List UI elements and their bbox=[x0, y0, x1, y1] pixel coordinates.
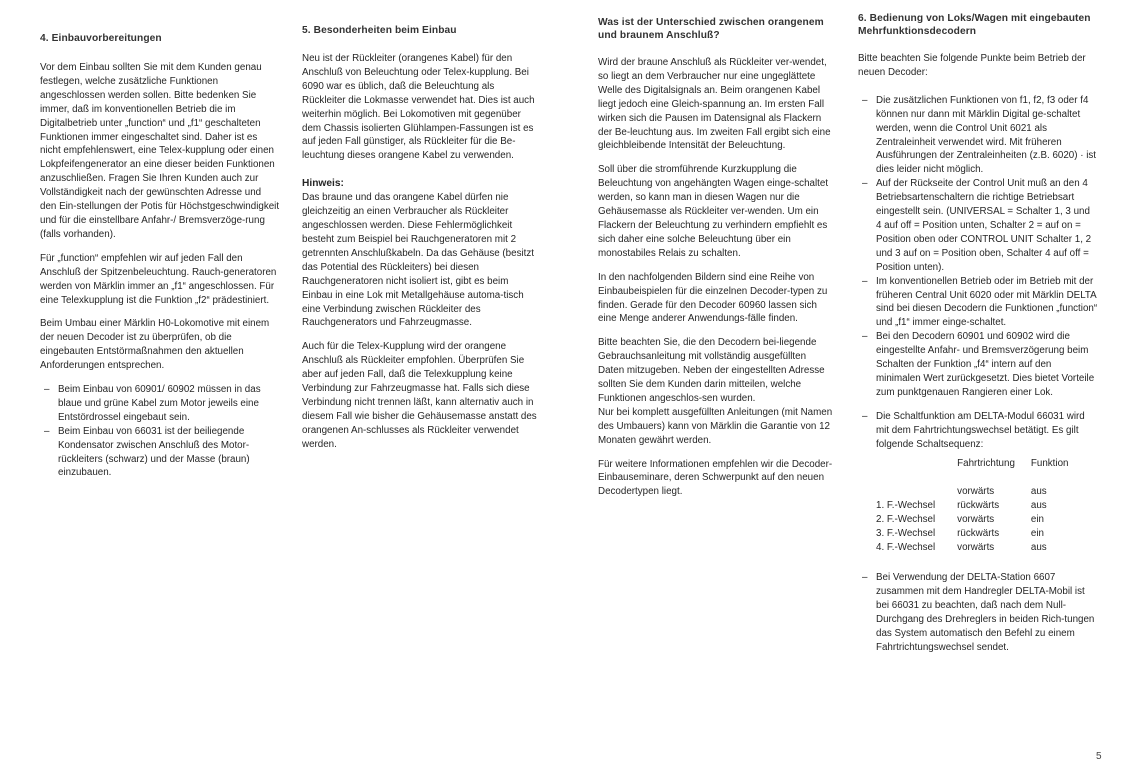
operation-list bbox=[858, 94, 1098, 400]
column-einbauvorbereitungen bbox=[40, 32, 280, 490]
operation-list-2 bbox=[858, 410, 1098, 452]
hint-heading: Hinweis: bbox=[302, 178, 344, 190]
table-cell: vorwärts bbox=[957, 514, 995, 526]
column-besonderheiten bbox=[302, 24, 538, 462]
table-cell: 2. F.-Wechsel bbox=[876, 514, 936, 526]
note-list bbox=[40, 383, 280, 480]
list-item: – Die Schaltfunktion am DELTA-Modul 66031 wird mit dem Fahrtrichtungswechsel betätigt. Es gilt folgende Schaltsequenz: bbox=[858, 410, 1098, 452]
list-item: – Bei den Decodern 60901 und 60902 wird die eingestellte Anfahr- und Bremsverzögerung beim Schalten der Funktion „f4“ intern auf den minimalen Wert zurückgesetzt. Dies bietet Vorteile zum punktgenauen Rangieren einer Lok. bbox=[858, 330, 1098, 400]
table-cell: rückwärts bbox=[957, 500, 1000, 512]
list-item: – Beim Einbau von 60901/ 60902 müssen in das blaue und grüne Kabel zum Motor jeweils eine Entstördrossel eingebaut sein. bbox=[40, 383, 280, 425]
table-cell bbox=[876, 485, 949, 499]
column-bedienung bbox=[858, 12, 1098, 665]
table-header-row bbox=[876, 457, 1076, 485]
table-cell: rückwärts bbox=[957, 528, 1000, 540]
paragraph: Vor dem Einbau sollten Sie mit dem Kunden genau festlegen, welche zusätzliche Funktionen angeschlossen werden sollen. Bitte bedenken Sie immer, daß im konventionellen Betrieb die im Digitalbetrieb unter „function“ und „f1“ geschalteten Funktionen immer eingeschaltet sind. Daher ist es nicht empfehlenswert, eine Telex-kupplung oder einen Lokpfeifengenerator an eine dieser beiden Funktionen anzuschließen. Fragen Sie Ihren Kunden auch zur Vollständigkeit nach der gewünschten Adresse und den Ein-stellungen der Potis für Höchstgeschwindigkeit und für die einstellbare Anfahr-/ Bremsverzöge-rung (falls vorhanden). bbox=[40, 62, 280, 240]
paragraph: Wird der braune Anschluß als Rückleiter ver-wendet, so liegt an dem Verbraucher nur eine ungeglättete Welle des Digitalsignals an. Beim orangenen Kabel liegt jedoch eine Gleich-spannung an. Im ersten Fall wirken sich die Pausen im Datensignal als Flackern der Be-leuchtung aus. Im zweiten Fall ergibt sich eine gleichbleibende Intensität der Beleuchtung. bbox=[598, 57, 831, 152]
paragraph: Das braune und das orangene Kabel dürfen nie gleichzeitig an einen Verbraucher als Rückleiter angeschlossen werden. Diese Fehlermöglichkeit besteht zum Beispiel bei Rauchgeneratoren mit 2 getrennten Anschlußkabeln. Da das Gehäuse (besitzt das Potential des Rückleiters) bei diesen Rauchgeneratoren nicht isoliert ist, gibt es beim Einbau in eine Lok mit Metallgehäuse automa-tisch eine Verbindung zwischen Rückleiter des Rauchgenerators und Fahrzeugmasse. bbox=[302, 192, 535, 329]
table-cell: vorwärts bbox=[957, 542, 995, 554]
paragraph: Für „function“ empfehlen wir auf jeden Fall den Anschluß der Spitzenbeleuchtung. Rauch-generatoren werden von Märklin immer an „f1“ angeschlossen. Für eine Telexkupplung ist die Funktion „f2“ prädestiniert. bbox=[40, 252, 277, 306]
table-row bbox=[876, 485, 1076, 499]
paragraph: Bitte beachten Sie folgende Punkte beim Betrieb der neuen Decoder: bbox=[858, 53, 1086, 78]
table-row bbox=[876, 541, 1076, 555]
table-header: Funktion bbox=[1030, 458, 1069, 470]
paragraph: Neu ist der Rückleiter (orangenes Kabel) für den Anschluß von Beleuchtung oder Telex-kupplung. Bei 6090 war es üblich, daß die Beleuchtung als Rückleiter die Lokmasse verwendet hat. Dies ist auch weiterhin möglich. Bei Lokomotiven mit gegenüber dem Chassis isolierten Glühlampen-Fassungen ist es auf jeden Fall günstiger, als Rückleiter für die Be-leuchtung dieses orangene Kabel zu verwenden. bbox=[302, 53, 535, 162]
list-item: – Im konventionellen Betrieb oder im Betrieb mit der früheren Central Unit 6020 oder mit Märklin DELTA sind bei diesen Decodern die Funktionen „function“ und „f1“ immer einge-schaltet. bbox=[858, 275, 1098, 331]
list-item: – Beim Einbau von 66031 ist der beiliegende Kondensator zwischen Anschluß des Motor-rückleiters (schwarz) und der Masse (braun) einzubauen. bbox=[40, 425, 280, 481]
section-title-question: Was ist der Unterschied zwischen orangenem und braunem Anschluß? bbox=[598, 17, 824, 41]
table-cell: 1. F.-Wechsel bbox=[876, 500, 936, 512]
section-title-6: 6. Bedienung von Loks/Wagen mit eingebauten Mehrfunktionsdecodern bbox=[858, 13, 1091, 37]
column-unterschied bbox=[598, 16, 834, 509]
paragraph: Soll über die stromführende Kurzkupplung die Beleuchtung von angehängten Wagen einge-schaltet werden, so kann man in diesen Wagen nur die Gehäusemasse als Rückleiter ver-wenden. Um ein Flackern der Beleuchtung zu verhindern empfiehlt es sich daher eine solche Beleuchtung über ein monostabiles Relais zu schalten. bbox=[598, 164, 829, 259]
table-cell: aus bbox=[1030, 542, 1047, 554]
table-cell: 4. F.-Wechsel bbox=[876, 542, 936, 554]
table-cell: aus bbox=[1030, 486, 1047, 498]
section-title-4: 4. Einbauvorbereitungen bbox=[40, 33, 162, 44]
list-item: – Bei Verwendung der DELTA-Station 6607 zusammen mit dem Handregler DELTA-Mobil ist bei 66031 zu beachten, daß nach dem Null-Durchgang des Drehreglers in beiden Rich-tungen das System automatisch den Befehl zu einem Fahrtrichtungswechsel sendet. bbox=[858, 571, 1098, 654]
paragraph: Nur bei komplett ausgefüllten Anleitungen (mit Namen des Umbauers) kann von Märklin die Garantie von 12 Monaten gewährt werden. bbox=[598, 406, 833, 446]
paragraph: Bitte beachten Sie, die den Decodern bei-liegende Gebrauchsanleitung mit vollständig ausgefüllten Daten mitzugeben. Neben der eingestellten Adresse sollten Sie dem Kunden darin mitteilen, welche Funktionen angeschlos-sen wurden. bbox=[598, 337, 825, 404]
paragraph: Beim Umbau einer Märklin H0-Lokomotive mit einem der neuen Decoder ist zu überprüfen, ob die eingebauten Entstörmaßnahmen den aktuellen Anforderungen entsprechen. bbox=[40, 318, 270, 372]
table-row bbox=[876, 513, 1076, 527]
paragraph: In den nachfolgenden Bildern sind eine Reihe von Einbaubeispielen für die einzelnen Decoder-typen zu finden. Gerade für den Decoder 60960 lassen sich eine Menge anderer Anwendungs-fälle finden. bbox=[598, 271, 828, 325]
list-item: – Die zusätzlichen Funktionen von f1, f2, f3 oder f4 können nur dann mit Märklin Digital ge-schaltet werden, wenn die Control Unit 6021 als Zentraleinheit verwendet wird. Mit früheren Ausführungen der Zentraleinheiten (z.B. 6020) · ist dies leider nicht möglich. bbox=[858, 94, 1098, 177]
paragraph: Auch für die Telex-Kupplung wird der orangene Anschluß als Rückleiter empfohlen. Überprüfen Sie aber auf jeden Fall, daß die Telexkupplung keine Verbindung zur Fahrzeugmasse hat. Falls sich diese Verbindung nicht trennen läßt, kann alternativ auch in diesem Fall wie bisher die Gehäusemasse anstatt des orangenen An-schlusses als Rückleiter verwendet werden. bbox=[302, 341, 537, 450]
paragraph: Für weitere Informationen empfehlen wir die Decoder-Einbauseminare, deren Schwerpunkt auf den neuen Decodertypen liegt. bbox=[598, 458, 833, 498]
list-item: – Auf der Rückseite der Control Unit muß an den 4 Betriebsartenschaltern die richtige Betriebsart eingestellt sein. (UNIVERSAL = Schalter 1, 3 und 4 auf off = Position unten, Schalter 2 = auf on = Position oben oder CONTROL UNIT Schalter 1, 2 und 3 auf on = Position oben, Schalter 4 auf off = Position unten). bbox=[858, 177, 1098, 274]
table-cell: ein bbox=[1030, 514, 1044, 526]
table-row bbox=[876, 527, 1076, 541]
table-header: Fahrtrichtung bbox=[957, 458, 1015, 470]
switch-sequence-table bbox=[876, 457, 1076, 555]
table-cell: 3. F.-Wechsel bbox=[876, 528, 936, 540]
table-cell: vorwärts bbox=[957, 486, 995, 498]
operation-list-3 bbox=[858, 571, 1098, 654]
section-title-5: 5. Besonderheiten beim Einbau bbox=[302, 25, 457, 36]
table-cell: aus bbox=[1030, 500, 1047, 512]
table-row bbox=[876, 499, 1076, 513]
page-number: 5 bbox=[1096, 751, 1102, 762]
table-cell: ein bbox=[1030, 528, 1044, 540]
